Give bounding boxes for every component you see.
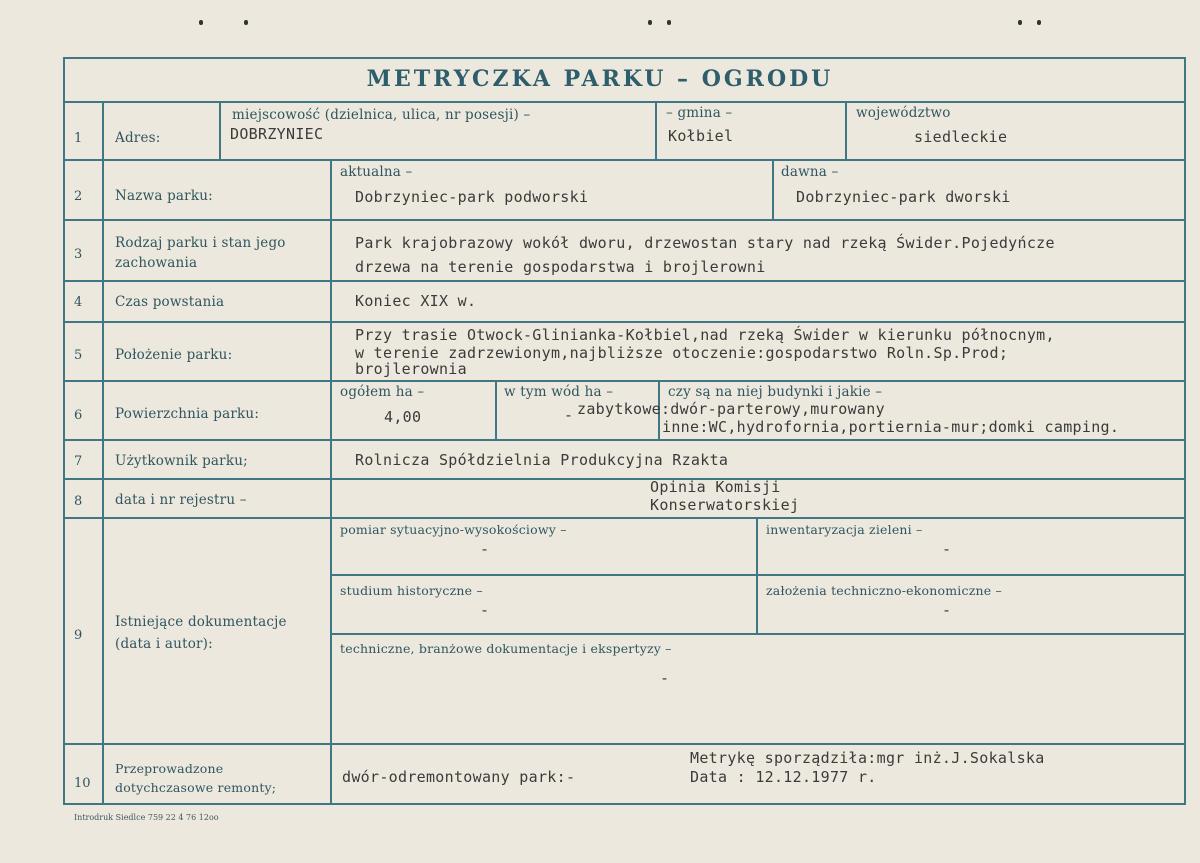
historical-study-label: studium historyczne – bbox=[340, 583, 483, 598]
park-type-line-2: drzewa na terenie gospodarstwa i brojlerowni bbox=[355, 258, 766, 276]
expert-docs-value: - bbox=[660, 669, 670, 687]
row-divider bbox=[63, 219, 1186, 221]
former-name-value: Dobrzyniec-park dworski bbox=[796, 188, 1011, 206]
register-label: data i nr rejestru – bbox=[115, 492, 247, 508]
col-divider bbox=[495, 380, 497, 439]
locality-label: miejscowość (dzielnica, ulica, nr posesji) – bbox=[232, 107, 531, 123]
survey-label: pomiar sytuacyjno-wysokościowy – bbox=[340, 522, 567, 537]
water-area-label: w tym wód ha – bbox=[504, 384, 614, 400]
row-number: 6 bbox=[74, 408, 83, 423]
row-divider bbox=[63, 517, 1186, 519]
voivodeship-label: województwo bbox=[856, 105, 951, 121]
renovations-label: Przeprowadzone bbox=[115, 761, 224, 776]
printer-footer: Introdruk Siedlce 759 22 4 76 12oo bbox=[74, 813, 219, 822]
renovations-label-2: dotychczasowe remonty; bbox=[115, 780, 277, 795]
row-divider bbox=[330, 574, 1186, 576]
buildings-line-1: zabytkowe:dwór-parterowy,murowany bbox=[577, 400, 885, 418]
commission-line-2: Konserwatorskiej bbox=[650, 496, 800, 514]
row-divider bbox=[63, 380, 1186, 382]
col-divider bbox=[102, 101, 104, 805]
row-divider bbox=[63, 743, 1186, 745]
col-divider bbox=[655, 101, 657, 159]
row-divider bbox=[63, 280, 1186, 282]
row-number: 4 bbox=[74, 295, 83, 310]
row-divider bbox=[63, 101, 1186, 103]
locality-value: DOBRZYNIEC bbox=[230, 125, 324, 143]
documentation-label-2: (data i autor): bbox=[115, 636, 213, 652]
col-divider bbox=[330, 159, 332, 805]
location-line-3: brojlerownia bbox=[355, 360, 467, 378]
row-number: 9 bbox=[74, 628, 83, 643]
col-divider bbox=[772, 159, 774, 219]
punch-mark bbox=[667, 20, 671, 25]
location-line-2: w terenie zadrzewionym,najbliższe otoczenie:gospodarstwo Roln.Sp.Prod; bbox=[355, 344, 1009, 362]
expert-docs-label: techniczne, branżowe dokumentacje i ekspertyzy – bbox=[340, 641, 672, 656]
row-divider bbox=[63, 321, 1186, 323]
former-name-label: dawna – bbox=[781, 164, 839, 180]
survey-value: - bbox=[480, 540, 490, 558]
park-type-label: Rodzaj parku i stan jego bbox=[115, 235, 286, 251]
row-number: 8 bbox=[74, 494, 83, 509]
buildings-label: czy są na niej budynki i jakie – bbox=[668, 384, 883, 400]
park-name-label: Nazwa parku: bbox=[115, 188, 213, 204]
row-number: 10 bbox=[74, 776, 91, 791]
punch-mark bbox=[1018, 20, 1022, 25]
greenery-inventory-value: - bbox=[942, 540, 952, 558]
park-type-label-2: zachowania bbox=[115, 255, 198, 271]
water-area-value: - bbox=[564, 406, 574, 424]
row-divider bbox=[63, 159, 1186, 161]
current-name-value: Dobrzyniec-park podworski bbox=[355, 188, 589, 206]
total-area-value: 4,00 bbox=[384, 408, 422, 426]
prepared-by: Metrykę sporządziła:mgr inż.J.Sokalska bbox=[690, 749, 1045, 767]
col-divider bbox=[219, 101, 221, 159]
punch-mark bbox=[648, 20, 652, 25]
row-divider bbox=[63, 439, 1186, 441]
col-divider bbox=[845, 101, 847, 159]
row-number: 5 bbox=[74, 348, 83, 363]
technical-assumptions-label: założenia techniczno-ekonomiczne – bbox=[766, 583, 1002, 598]
col-divider bbox=[756, 517, 758, 633]
renovations-value: dwór-odremontowany park:- bbox=[342, 768, 576, 786]
park-type-line-1: Park krajobrazowy wokół dworu, drzewostan stary nad rzeką Świder.Pojedyńcze bbox=[355, 234, 1055, 252]
total-area-label: ogółem ha – bbox=[340, 384, 425, 400]
gmina-value: Kołbiel bbox=[668, 127, 734, 145]
address-label: Adres: bbox=[115, 130, 161, 146]
row-number: 2 bbox=[74, 189, 83, 204]
origin-time-label: Czas powstania bbox=[115, 294, 225, 310]
row-number: 3 bbox=[74, 247, 83, 262]
punch-mark bbox=[244, 20, 248, 25]
row-number: 1 bbox=[74, 131, 83, 146]
prepared-date: Data : 12.12.1977 r. bbox=[690, 768, 877, 786]
form-title: METRYCZKA PARKU – OGRODU bbox=[366, 66, 834, 92]
commission-line-1: Opinia Komisji bbox=[650, 478, 781, 496]
row-divider bbox=[330, 633, 1186, 635]
punch-mark bbox=[199, 20, 203, 25]
technical-assumptions-value: - bbox=[942, 601, 952, 619]
gmina-label: – gmina – bbox=[666, 105, 733, 121]
buildings-line-2: inne:WC,hydrofornia,portiernia-mur;domki camping. bbox=[662, 418, 1120, 436]
location-label: Położenie parku: bbox=[115, 347, 233, 363]
row-divider bbox=[63, 478, 1186, 480]
origin-time-value: Koniec XIX w. bbox=[355, 292, 477, 310]
greenery-inventory-label: inwentaryzacja zieleni – bbox=[766, 522, 923, 537]
user-label: Użytkownik parku; bbox=[115, 453, 248, 469]
area-label: Powierzchnia parku: bbox=[115, 406, 260, 422]
punch-mark bbox=[1037, 20, 1041, 25]
user-value: Rolnicza Spółdzielnia Produkcyjna Rzakta bbox=[355, 451, 729, 469]
voivodeship-value: siedleckie bbox=[914, 128, 1008, 146]
current-name-label: aktualna – bbox=[340, 164, 413, 180]
location-line-1: Przy trasie Otwock-Glinianka-Kołbiel,nad rzeką Świder w kierunku północnym, bbox=[355, 326, 1055, 344]
historical-study-value: - bbox=[480, 601, 490, 619]
documentation-label: Istniejące dokumentacje bbox=[115, 614, 287, 630]
row-number: 7 bbox=[74, 454, 83, 469]
